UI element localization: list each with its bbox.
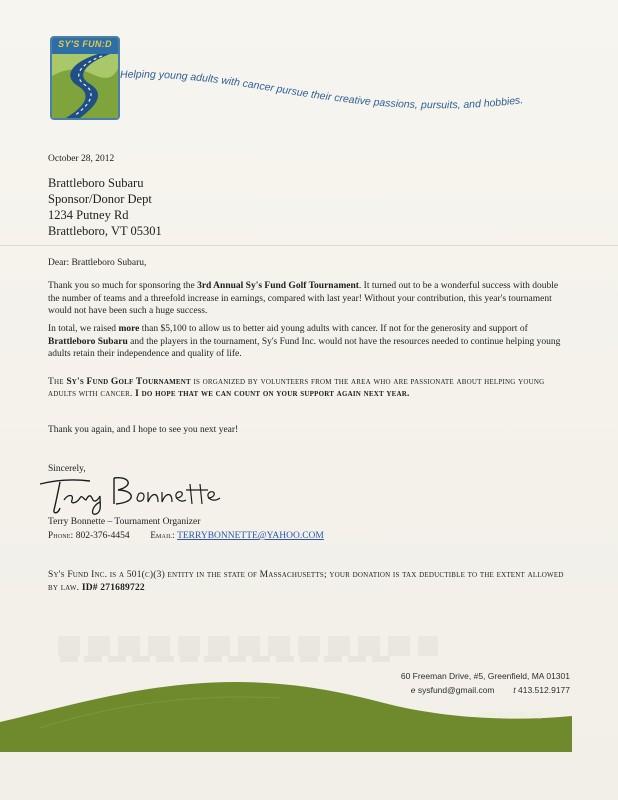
para2-more: more — [118, 324, 140, 334]
legal-text: Sy's Fund Inc. is a 501(c)(3) entity in the state of Massachusetts; your donation is tax deductible to the extent allowed by law. — [48, 570, 564, 593]
para2-text-a: In total, we raised — [48, 324, 119, 334]
closing-thanks: Thank you again, and I hope to see you next year! — [48, 425, 239, 435]
sysfund-logo — [50, 36, 120, 120]
phone-label: Phone: — [48, 530, 74, 540]
phone-number: 802-376-4454 — [75, 531, 130, 541]
paper-fold — [0, 245, 618, 246]
paragraph-2 — [48, 323, 568, 361]
faded-print — [58, 636, 438, 656]
email-link[interactable]: TERRYBONNETTE@YAHOO.COM — [177, 531, 324, 541]
recipient-line-4: Brattleboro, VT 05301 — [48, 224, 162, 238]
logo-text: SY'S FUN:D — [58, 39, 112, 49]
para1-text-a: Thank you so much for sponsoring the — [48, 281, 198, 291]
road-icon — [52, 54, 118, 118]
tax-id: ID# 271689722 — [81, 582, 145, 593]
tagline-text: Helping young adults with cancer pursue their creative passions, pursuits, and hobbies. — [119, 68, 524, 112]
letter-date: October 28, 2012 — [48, 154, 115, 164]
para3-text-a: The — [48, 377, 67, 387]
footer-tel: 413.512.9177 — [518, 685, 570, 695]
paragraph-3 — [48, 376, 568, 400]
contact-line — [48, 529, 324, 542]
tagline — [118, 64, 588, 129]
footer-email-prefix: e — [410, 685, 416, 695]
footer-email: sysfund@gmail.com — [417, 685, 495, 695]
salutation: Dear: Brattleboro Subaru, — [48, 258, 147, 268]
para1-event-name: 3rd Annual Sy's Fund Golf Tournament — [197, 281, 359, 291]
paragraph-1 — [48, 280, 568, 318]
email-label: Email: — [150, 530, 175, 540]
footer-website[interactable]: www.sysfund.org — [477, 709, 542, 719]
legal-notice — [48, 569, 568, 594]
recipient-line-1: Brattleboro Subaru — [48, 176, 144, 190]
recipient-line-3: 1234 Putney Rd — [48, 208, 129, 222]
sincerely: Sincerely, — [48, 464, 86, 474]
para2-text-c: than $5,100 to allow us to better aid young adults with cancer. If not for the generosity and support of — [139, 324, 528, 334]
recipient-line-2: Sponsor/Donor Dept — [48, 192, 152, 206]
footer-tel-prefix: t — [513, 685, 516, 695]
para3-hope: I do hope that we can count on your support again next year. — [135, 389, 410, 399]
para1-text-c: . It turned out to be a wonderful success with double the number of teams and a threefold increase in earnings, compared with last year! Without your contribution, this year's tournament would not have been such a huge success. — [48, 281, 559, 316]
para2-text-e: and the players in the tournament, Sy's Fund Inc. would not have the resources needed to continue helping young adults retain their independence and quality of life. — [48, 336, 561, 359]
para2-sponsor-name: Brattleboro Subaru — [48, 336, 128, 347]
signature — [34, 470, 224, 521]
footer-contact — [411, 685, 570, 695]
signer-name: Terry Bonnette – Tournament Organizer — [48, 517, 201, 527]
para3-text-c: is organized by volunteers from the area who are passionate about helping young adults with cancer. — [48, 377, 545, 399]
recipient-address — [48, 175, 162, 239]
para3-event-name: Sy's Fund Golf Tournament — [66, 377, 191, 387]
footer-address: 60 Freeman Drive, #5, Greenfield, MA 01301 — [400, 671, 570, 681]
